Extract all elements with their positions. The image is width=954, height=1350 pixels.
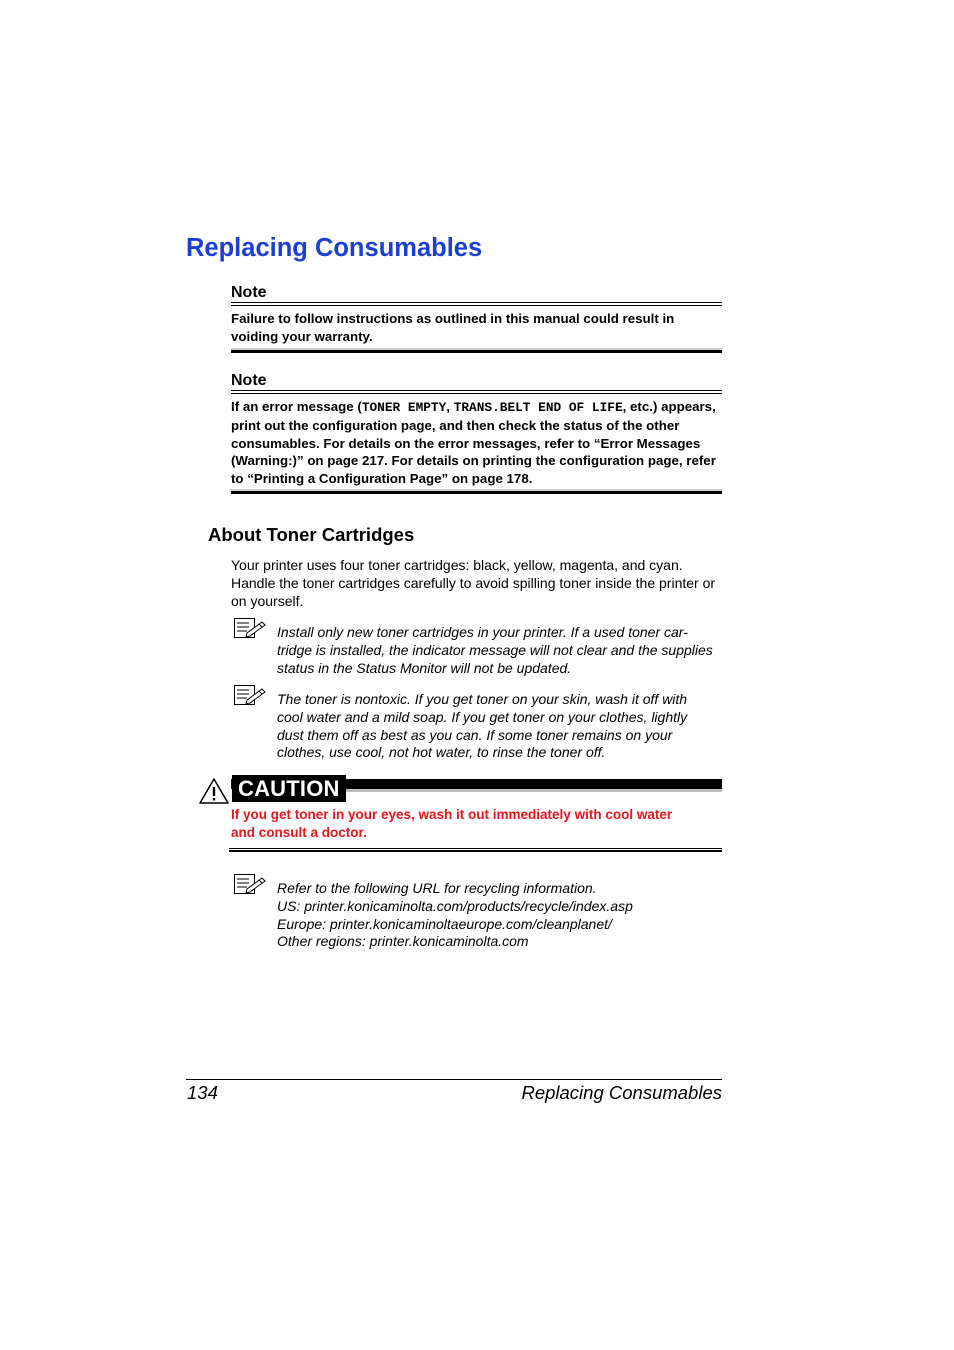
note-bottom-rule <box>231 491 722 494</box>
note-box-warranty <box>231 284 722 346</box>
page-title: Replacing Consumables <box>186 234 483 262</box>
note-text: Failure to follow instructions as outlined in this manual could result in voiding your warranty. <box>231 311 675 344</box>
note-text <box>231 398 722 488</box>
section-heading: About Toner Cartridges <box>208 524 415 545</box>
caution-line: If you get toner in your eyes, wash it out immediately with cool water <box>231 807 673 822</box>
tip-line: Refer to the following URL for recycling information. <box>277 880 597 896</box>
tip-line: status in the Status Monitor will not be updated. <box>277 659 572 676</box>
error-code-trans-belt: TRANS.BELT END OF LIFE <box>453 400 623 415</box>
note-label: Note <box>231 284 267 301</box>
tip-line: tridge is installed, the indicator message will not clear and the supplies <box>277 641 713 658</box>
url-us: US: printer.konicaminolta.com/products/recycle/index.asp <box>277 897 633 914</box>
note-pencil-icon <box>233 873 267 895</box>
url-europe: Europe: printer.konicaminoltaeurope.com/cleanplanet/ <box>277 915 612 932</box>
section-body: Your printer uses four toner cartridges: black, yellow, magenta, and cyan. Handle the toner cartridges carefully to avoid spilling toner inside the printer or on yourself. <box>231 557 716 609</box>
note-pencil-icon <box>233 684 267 706</box>
tip-line: dust them off as best as you can. If some toner remains on your <box>277 726 673 743</box>
note-pencil-icon <box>233 617 267 639</box>
tip-nontoxic-toner <box>277 691 727 762</box>
caution-label: CAUTION <box>232 775 346 802</box>
caution-line: and consult a doctor. <box>231 824 367 840</box>
footer-divider <box>186 1079 722 1080</box>
caution-text <box>231 806 722 842</box>
caution-bottom-rule <box>229 848 722 852</box>
tip-line: clothes, use cool, not hot water, to rinse the toner off. <box>277 744 606 761</box>
note-divider <box>231 390 722 394</box>
error-code-toner-empty: TONER EMPTY <box>361 400 447 415</box>
tip-recycling-urls <box>277 880 727 951</box>
note-text-suffix: , etc.) appears, print out the configuration page, and then check the status of the other consumables. For details on the error messages, refer to “Error Messages (Warning:)” on page 217. For details on printing the configuration page, refer to “Printing a Configuration Page” on page 178. <box>231 399 716 487</box>
note-label: Note <box>231 372 267 389</box>
tip-line: cool water and a mild soap. If you get toner on your clothes, lightly <box>277 708 688 725</box>
url-other-regions: Other regions: printer.konicaminolta.com <box>277 933 529 950</box>
note-separator: , <box>446 399 454 414</box>
warning-triangle-icon <box>198 777 230 805</box>
tip-line: The toner is nontoxic. If you get toner on your skin, wash it off with <box>277 691 688 707</box>
note-divider <box>231 302 722 306</box>
page-number: 134 <box>187 1082 218 1103</box>
note-bottom-rule <box>231 350 722 353</box>
tip-line: Install only new toner cartridges in your printer. If a used toner car- <box>277 624 688 640</box>
footer-section-title: Replacing Consumables <box>521 1082 722 1103</box>
note-text-prefix: If an error message ( <box>231 399 362 414</box>
tip-install-new-cartridges <box>277 624 727 677</box>
note-box-error-message <box>231 372 722 488</box>
